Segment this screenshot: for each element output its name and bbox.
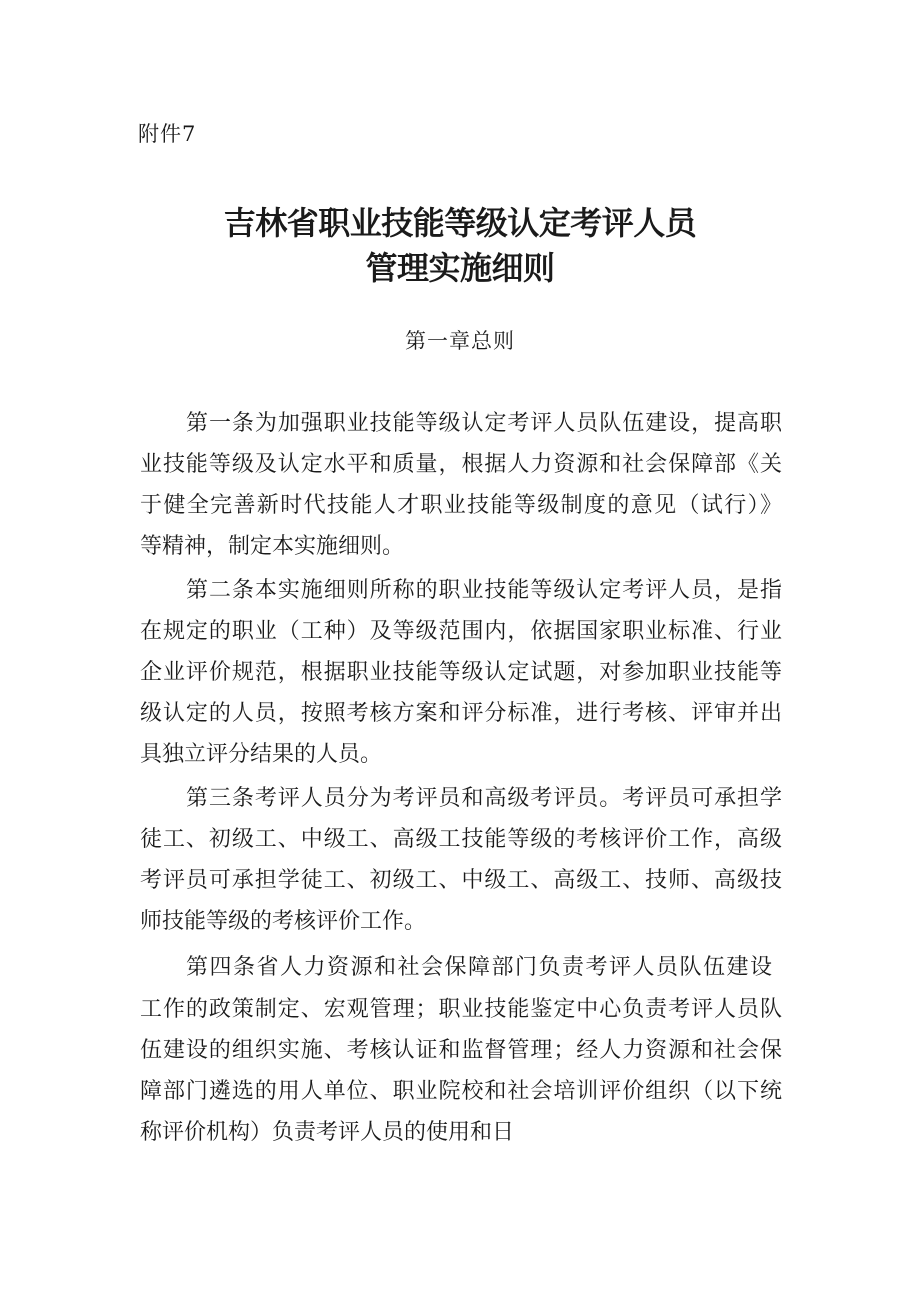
text-line: 业技能等级及认定水平和质量，根据人力资源和社会保障部《关 <box>140 452 782 477</box>
text-line: 考评员可承担学徒工、初级工、中级工、高级工、技师、高级技 <box>140 868 782 893</box>
text-line: 第二条本实施细则所称的职业技能等级认定考评人员，是指 <box>186 578 782 603</box>
text-line: 第三条考评人员分为考评员和高级考评员。考评员可承担学 <box>186 786 782 811</box>
text-line: 称评价机构）负责考评人员的使用和日 <box>140 1120 515 1145</box>
text-line: 于健全完善新时代技能人才职业技能等级制度的意见（试行）》 <box>140 493 782 518</box>
text-line: 具独立评分结果的人员。 <box>140 742 383 767</box>
attachment-label: 附件7 <box>138 122 197 146</box>
text-line: 等精神，制定本实施细则。 <box>140 534 405 559</box>
text-line: 第四条省人力资源和社会保障部门负责考评人员队伍建设 <box>186 955 772 980</box>
text-line: 师技能等级的考核评价工作。 <box>140 909 427 934</box>
text-line: 在规定的职业（工种）及等级范围内，依据国家职业标准、行业 <box>140 619 782 644</box>
text-line: 级认定的人员，按照考核方案和评分标准，进行考核、评审并出 <box>140 701 782 726</box>
text-line: 伍建设的组织实施、考核认证和监督管理；经人力资源和社会保 <box>140 1038 782 1063</box>
text-line: 第一条为加强职业技能等级认定考评人员队伍建设，提高职 <box>186 411 782 436</box>
chapter-heading: 第一章总则 <box>405 329 515 353</box>
text-line: 企业评价规范，根据职业技能等级认定试题，对参加职业技能等 <box>140 660 782 685</box>
text-line: 障部门遴选的用人单位、职业院校和社会培训评价组织（以下统 <box>140 1079 782 1104</box>
document-title-line-1: 吉林省职业技能等级认定考评人员 <box>223 204 697 242</box>
document-title-line-2: 管理实施细则 <box>365 249 555 287</box>
text-line: 徒工、初级工、中级工、高级工技能等级的考核评价工作，高级 <box>140 827 782 852</box>
text-line: 工作的政策制定、宏观管理；职业技能鉴定中心负责考评人员队 <box>140 997 782 1022</box>
